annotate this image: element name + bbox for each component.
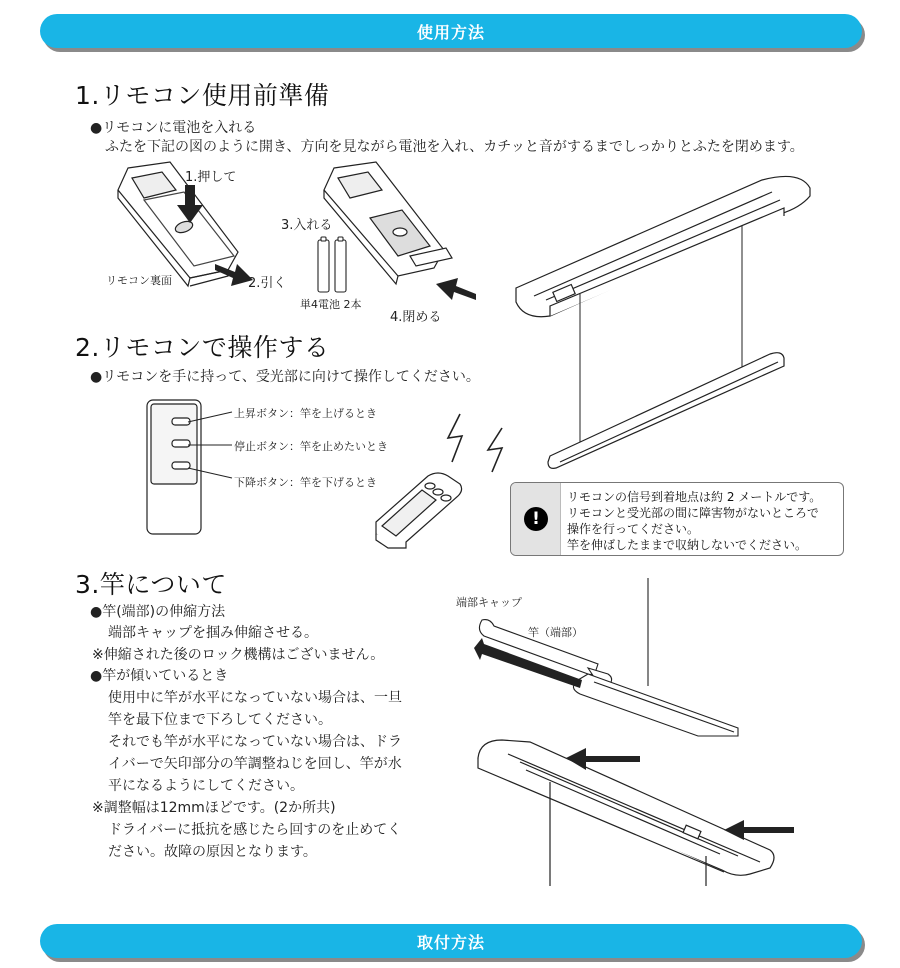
section1-desc: ふたを下記の図のように開き、方向を見ながら電池を入れ、カチッと音がするまでしっかりとふたを閉めます。 (105, 139, 804, 155)
notice-line: 操作を行ってください。 (567, 522, 700, 536)
drying-pole-unit-illustration (510, 170, 820, 475)
section2-title: 2.リモコンで操作する (75, 333, 330, 362)
label-stop-button: 停止ボタン：竿を止めたいとき (234, 440, 388, 453)
notice-line: リモコンの信号到着地点は約 2 メートルです。 (567, 490, 822, 504)
section3-line: ドライバーに抵抗を感じたら回すのを止めてく (108, 822, 402, 838)
section3-note1: ※伸縮された後のロック機構はございません。 (92, 647, 385, 663)
section1-bullet: ●リモコンに電池を入れる (90, 120, 257, 136)
banner-usage: 使用方法 (40, 14, 862, 48)
section3-title: 3.竿について (75, 570, 227, 599)
notice-line: 竿を伸ばしたままで収納しないでください。 (567, 538, 808, 552)
label-pull: 2.引く (248, 276, 287, 291)
exclamation-icon: ! (524, 507, 548, 531)
notice-line: リモコンと受光部の間に障害物がないところで (567, 506, 819, 520)
label-close: 4.閉める (390, 310, 442, 325)
label-insert: 3.入れる (281, 218, 333, 233)
section3-bullet2: ●竿が傾いているとき (90, 668, 229, 684)
remote-open-illustration (320, 160, 460, 290)
label-up-button: 上昇ボタン：竿を上げるとき (234, 407, 377, 420)
adjust-screw-illustration (470, 738, 800, 886)
label-remote-back: リモコン裏面 (106, 274, 172, 287)
section1-title: 1.リモコン使用前準備 (75, 81, 330, 110)
section3-line: ださい。故障の原因となります。 (108, 844, 317, 860)
section3-line: 竿を最下位まで下ろしてください。 (108, 712, 332, 728)
section2-bullet: ●リモコンを手に持って、受光部に向けて操作してください。 (90, 369, 480, 385)
section3-bullet1: ●竿(端部)の伸縮方法 (90, 604, 226, 620)
pole-end-illustration (468, 578, 740, 736)
notice-text (567, 489, 821, 553)
banner-installation: 取付方法 (40, 924, 862, 958)
section3-line: それでも竿が水平になっていない場合は、ドラ (108, 734, 402, 750)
label-push: 1.押して (185, 170, 237, 185)
remote-angled-illustration (372, 470, 467, 550)
push-arrow-icon (175, 185, 205, 225)
section3-note2: ※調整幅は12mmほどです。(2か所共) (92, 800, 336, 816)
label-battery: 単4電池 2本 (300, 298, 362, 311)
section3-text1: 端部キャップを掴み伸縮させる。 (108, 625, 318, 641)
button-leader-lines (188, 408, 238, 478)
notice-icon-cell (511, 483, 561, 555)
close-arrow-icon (436, 278, 476, 308)
label-down-button: 下降ボタン：竿を下げるとき (234, 476, 377, 489)
notice-box (510, 482, 844, 556)
label-pole-end: 竿（端部） (528, 626, 583, 639)
section3-line: 平になるようにしてください。 (108, 778, 304, 794)
label-end-cap: 端部キャップ (456, 596, 522, 609)
section3-line: イバーで矢印部分の竿調整ねじを回し、竿が水 (108, 756, 402, 772)
section3-line: 使用中に竿が水平になっていない場合は、一旦 (108, 690, 402, 706)
